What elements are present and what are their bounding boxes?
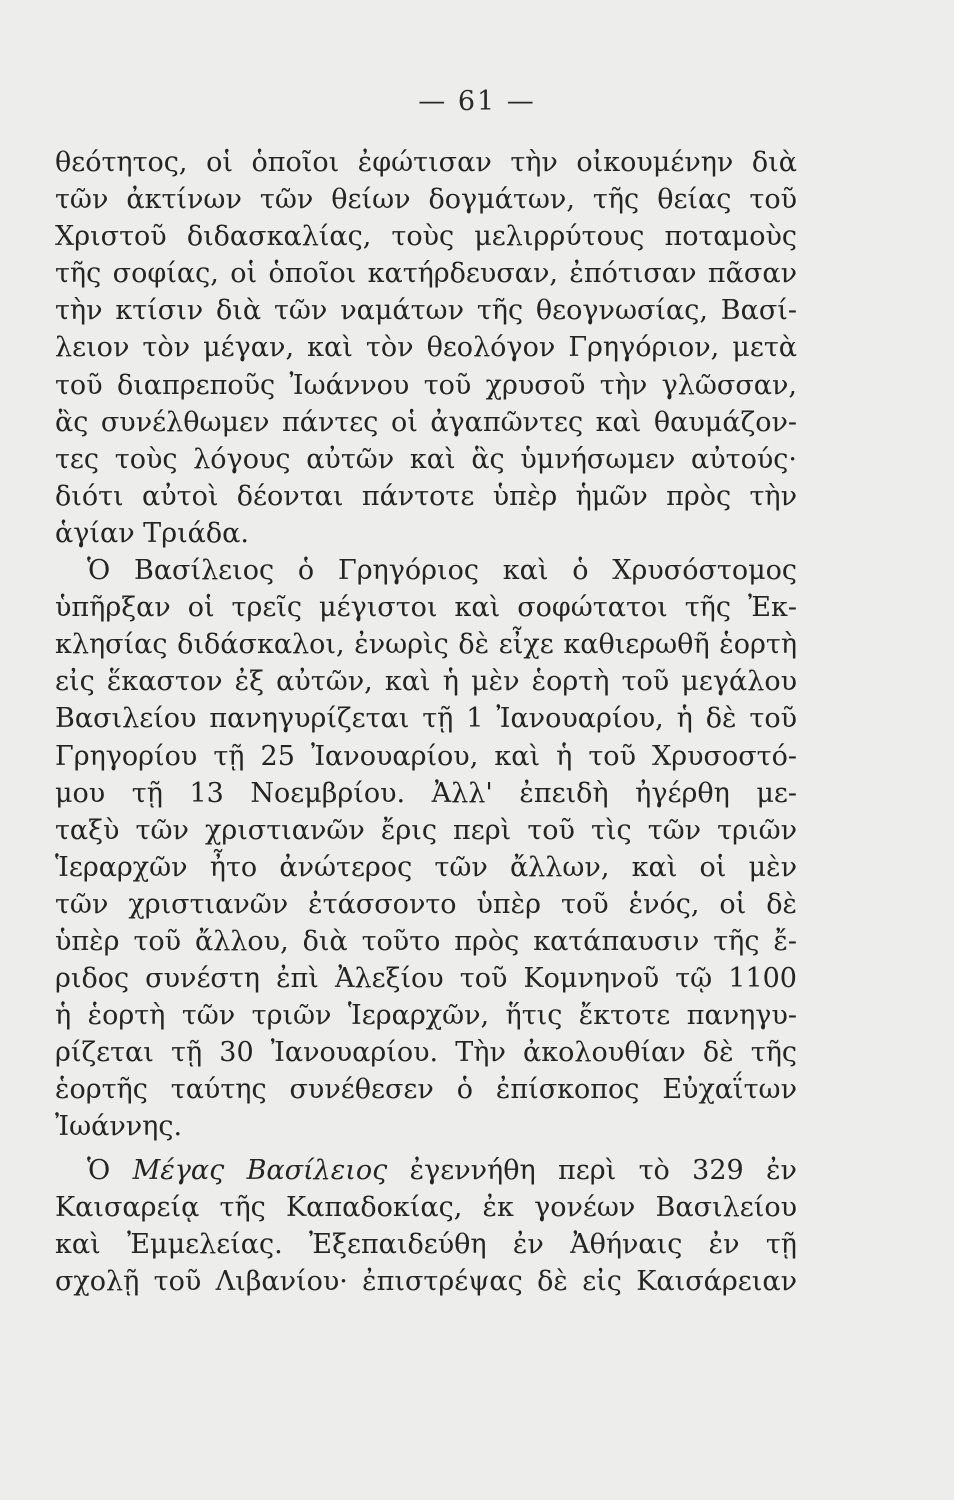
paragraph-3 (55, 1152, 797, 1300)
text-line: ρίζεται τῇ 30 Ἰανουαρίου. Τὴν ἀκολουθίαν δὲ τῆς (55, 1037, 797, 1069)
text-line: ριδος συνέστη ἐπὶ Ἀλεξίου τοῦ Κομνηνοῦ τῷ 1100 (55, 963, 797, 995)
text-line: τῶν ἀκτίνων τῶν θείων δογμάτων, τῆς θείας τοῦ (55, 184, 797, 216)
italic-name: Μέγας Βασίλειος (132, 1154, 388, 1186)
text-line: Βασιλείου πανηγυρίζεται τῇ 1 Ἰανουαρίου, ἡ δὲ τοῦ (55, 703, 797, 735)
text-line: ἃς συνέλθωμεν πάντες οἱ ἀγαπῶντες καὶ θαυμάζον- (55, 406, 797, 438)
text-line: Ἰωάννης. (55, 1111, 183, 1143)
text-line: εἰς ἕκαστον ἐξ αὐτῶν, καὶ ἡ μὲν ἑορτὴ τοῦ μεγάλου (55, 666, 797, 698)
text-line: Ὁ Βασίλειος ὁ Γρηγόριος καὶ ὁ Χρυσόστομος (87, 555, 797, 587)
text-line: τες τοὺς λόγους αὐτῶν καὶ ἃς ὑμνήσωμεν αὐτούς· (55, 443, 797, 475)
text-line: σχολῇ τοῦ Λιβανίου· ἐπιστρέψας δὲ εἰς Καισάρειαν (55, 1265, 797, 1297)
text-line: ταξὺ τῶν χριστιανῶν ἔρις περὶ τοῦ τὶς τῶν τριῶν (55, 814, 797, 846)
text-line: ἡ ἑορτὴ τῶν τριῶν Ἱεραρχῶν, ἥτις ἔκτοτε πανηγυ- (55, 1000, 797, 1032)
text-line: τοῦ διαπρεποῦς Ἰωάννου τοῦ χρυσοῦ τὴν γλῶσσαν, (55, 369, 797, 401)
text-line: καὶ Ἐμμελείας. Ἐξεπαιδεύθη ἐν Ἀθήναις ἐν τῇ (55, 1228, 797, 1260)
text-line: Καισαρείᾳ τῆς Καπαδοκίας, ἐκ γονέων Βασιλείου (55, 1191, 797, 1223)
body-text (55, 144, 797, 1300)
text-line: Χριστοῦ διδασκαλίας, τοὺς μελιρρύτους ποταμοὺς (55, 221, 797, 253)
paragraph-1 (55, 144, 797, 552)
text-line: ἁγίαν Τριάδα. (55, 517, 249, 549)
text-line: τῶν χριστιανῶν ἐτάσσοντο ὑπὲρ τοῦ ἑνός, οἱ δὲ (55, 888, 797, 920)
page-number: — 61 — (418, 86, 536, 117)
text-line: τὴν κτίσιν διὰ τῶν ναμάτων τῆς θεογνωσίας, Βασί- (55, 295, 797, 327)
text-line: ὑπὲρ τοῦ ἄλλου, διὰ τοῦτο πρὸς κατάπαυσιν τῆς ἔ- (55, 925, 797, 957)
text-line: ὑπῆρξαν οἱ τρεῖς μέγιστοι καὶ σοφώτατοι τῆς Ἐκ- (55, 592, 797, 624)
text-line: ἑορτῆς ταύτης συνέθεσεν ὁ ἐπίσκοπος Εὐχαΐτων (55, 1074, 797, 1106)
text-line: διότι αὐτοὶ δέονται πάντοτε ὑπὲρ ἡμῶν πρὸς τὴν (55, 480, 797, 512)
text-line: Ἱεραρχῶν ἦτο ἀνώτερος τῶν ἄλλων, καὶ οἱ μὲν (55, 851, 797, 883)
paragraph-2 (55, 552, 797, 1146)
text-line: τῆς σοφίας, οἱ ὁποῖοι κατήρδευσαν, ἐπότισαν πᾶσαν (55, 258, 797, 290)
text-segment: Ὁ (87, 1154, 133, 1186)
text-line: κλησίας διδάσκαλοι, ἐνωρὶς δὲ εἶχε καθιερωθῆ ἑορτὴ (55, 629, 797, 661)
text-line (55, 1152, 797, 1189)
text-line: θεότητος, οἱ ὁποῖοι ἐφώτισαν τὴν οἰκουμένην διὰ (55, 147, 797, 178)
text-segment: ἐγεννήθη περὶ τὸ 329 ἐν (387, 1154, 797, 1186)
text-line: μου τῇ 13 Νοεμβρίου. Ἀλλ' ἐπειδὴ ἠγέρθη με- (55, 777, 797, 809)
text-line: Γρηγορίου τῇ 25 Ἰανουαρίου, καὶ ἡ τοῦ Χρυσοστό- (55, 740, 797, 772)
text-line: λειον τὸν μέγαν, καὶ τὸν θεολόγον Γρηγόριον, μετὰ (55, 332, 797, 364)
